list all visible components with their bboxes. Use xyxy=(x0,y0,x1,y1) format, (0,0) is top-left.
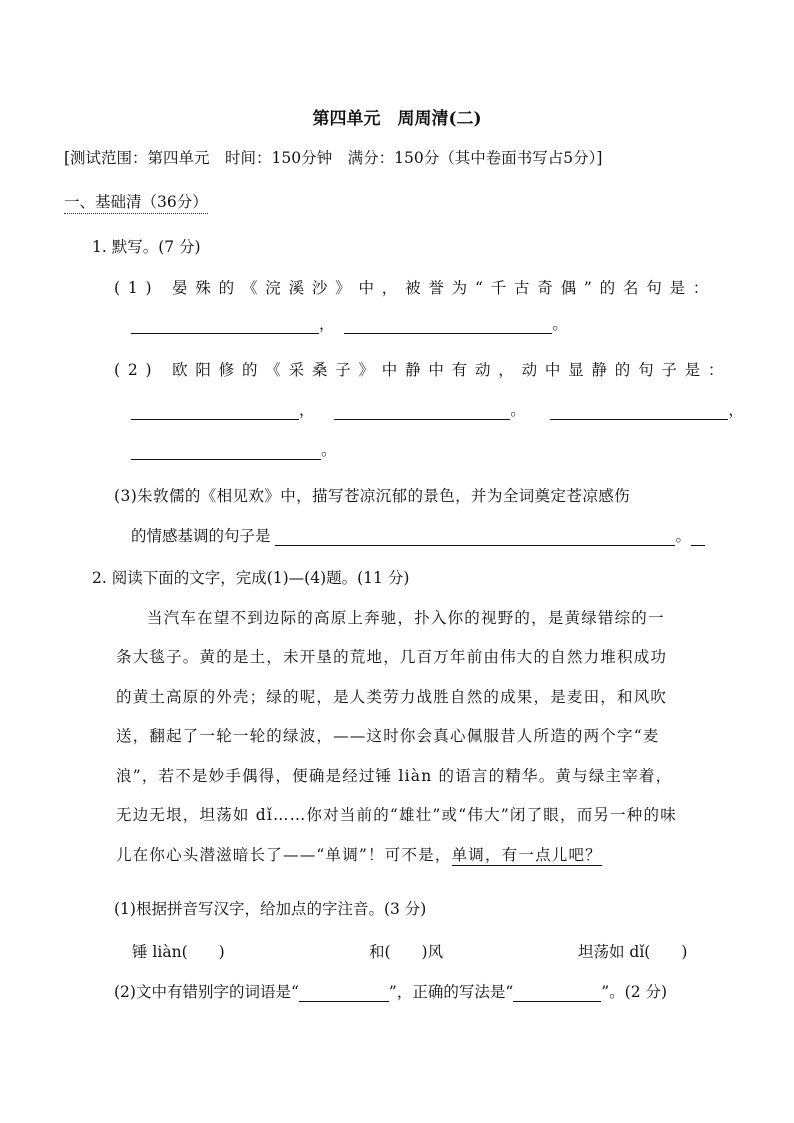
section-label: 一、基础清（36分） xyxy=(64,193,208,214)
answer-blank[interactable] xyxy=(131,441,321,460)
passage-line: 当汽车在望不到边际的高原上奔驰，扑入你的视野的，是黄绿错综的一 xyxy=(147,609,665,627)
q2-sub2-line xyxy=(114,980,667,1002)
page-title: 第四单元 周周清(二) xyxy=(312,109,482,129)
underlined-phrase: 单调，有一点儿吧？ xyxy=(451,846,602,864)
answer-blank[interactable] xyxy=(550,401,728,420)
q2-sub2-prompt-mid: ”，正确的写法是“ xyxy=(388,983,514,1001)
answer-blank[interactable] xyxy=(334,401,510,420)
answer-blank[interactable] xyxy=(513,983,601,1002)
passage-line: 的黄土高原的外壳；绿的呢，是人类劳力战胜自然的成果，是麦田，和风吹 xyxy=(116,688,668,706)
q1-sub3-prompt-line-1: (3)朱敦儒的《相见欢》中，描写苍凉沉郁的景色，并为全词奠定苍凉感伤 xyxy=(114,487,631,505)
test-info: [测试范围：第四单元 时间：150分钟 满分：150分（其中卷面书写占5分）] xyxy=(64,149,603,167)
end-mark: 。 xyxy=(321,441,337,459)
separator: ， xyxy=(319,315,335,333)
q1-sub1-answer-line xyxy=(131,312,568,334)
answer-blank[interactable] xyxy=(275,527,675,546)
separator: 。 xyxy=(510,401,526,419)
answer-blank[interactable] xyxy=(299,983,389,1002)
q2-sub2-prompt-end: ”。(2 分) xyxy=(601,983,668,1001)
q1-sub2-answer-line-1 xyxy=(131,398,744,420)
passage-line: 无边无垠，坦荡如 dǐ……你对当前的“雄壮”或“伟大”闭了眼，而另一种的味 xyxy=(116,806,677,824)
answer-blank[interactable] xyxy=(131,315,319,334)
passage-text: 儿在你心头潜滋暗长了——“单调”！可不是， xyxy=(116,846,452,864)
q1-sub2-prompt: (2) 欧阳修的《采桑子》中静中有动，动中显静的句子是： xyxy=(114,361,732,379)
separator: ， xyxy=(299,401,315,419)
end-mark: 。 xyxy=(552,315,568,333)
passage-line-last xyxy=(116,843,602,865)
q1-sub2-answer-line-2 xyxy=(131,438,337,460)
q1-sub1-prompt: (1) 晏殊的《浣溪沙》中，被誉为“千古奇偶”的名句是： xyxy=(114,279,717,297)
passage-line: 浪”，若不是妙手偶得，便确是经过锤 liàn 的语言的精华。黄与绿主宰着， xyxy=(116,767,673,785)
q1-label: 1. 默写。(7 分) xyxy=(92,238,201,256)
separator: ， xyxy=(728,401,744,419)
q2-sub1-label: (1)根据拼音写汉字，给加点的字注音。(3 分) xyxy=(114,900,427,918)
passage-line: 送，翻起了一轮一轮的绿波，——这时你会真心佩服昔人所造的两个字“麦 xyxy=(116,727,660,745)
q2-sub2-prompt: (2)文中有错别字的词语是“ xyxy=(114,983,299,1001)
end-mark: 。 xyxy=(675,527,691,545)
q1-sub3-prompt-text: 的情感基调的句子是 xyxy=(131,527,271,545)
pinyin-item: 锤 liàn( ) xyxy=(132,943,225,961)
section-heading xyxy=(64,190,208,212)
answer-blank[interactable] xyxy=(131,401,299,420)
answer-blank[interactable] xyxy=(344,315,552,334)
q2-label: 2. 阅读下面的文字，完成(1)—(4)题。(11 分) xyxy=(92,569,410,587)
answer-blank-tail xyxy=(691,527,705,546)
q1-sub3-prompt-line-2 xyxy=(131,524,705,546)
pinyin-item: 和( )风 xyxy=(369,943,444,961)
passage-line: 条大毯子。黄的是土，未开垦的荒地，几百万年前由伟大的自然力堆积成功 xyxy=(116,648,668,666)
pinyin-item: 坦荡如 dǐ( ) xyxy=(578,943,688,961)
